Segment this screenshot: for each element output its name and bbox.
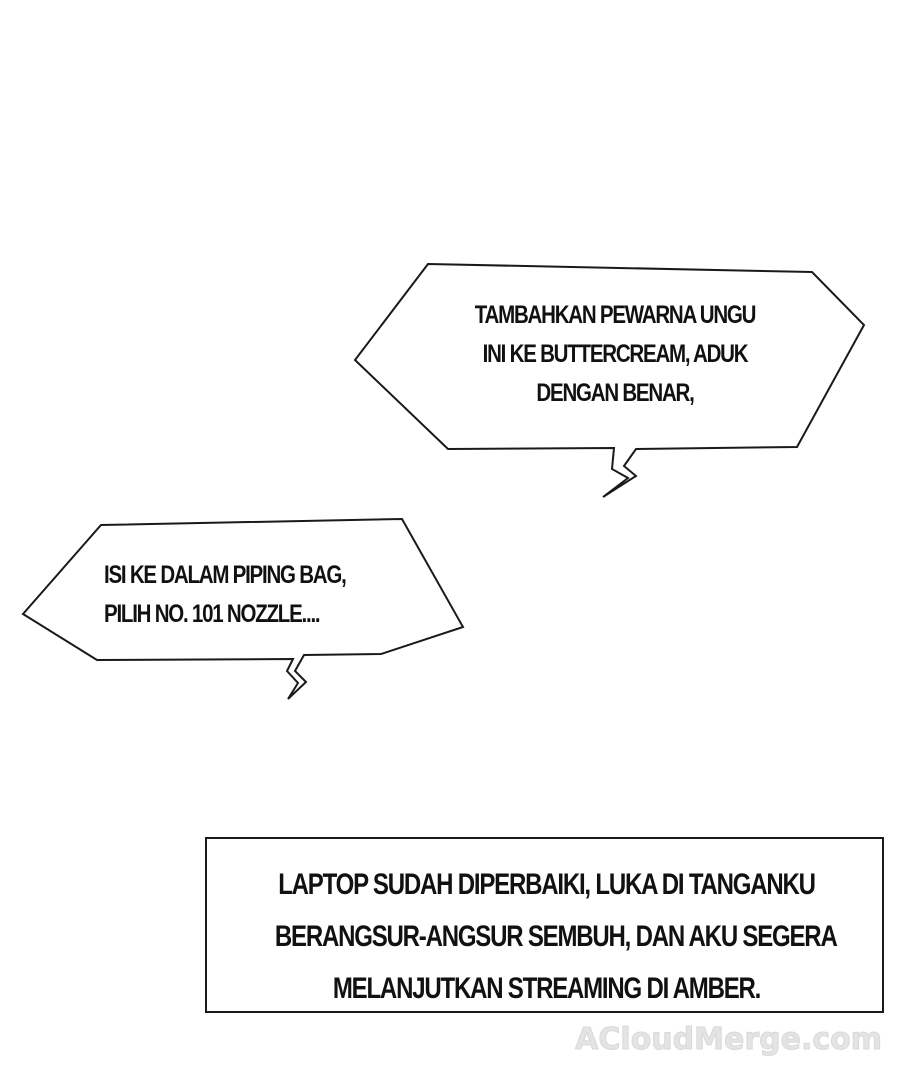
speech-bubble-2-text	[104, 556, 350, 634]
speech-bubble-2-line: PILIH NO. 101 NOZZLE....	[104, 600, 320, 628]
narration-line: BERANGSUR-ANGSUR SEMBUH, DAN AKU SEGERA	[274, 920, 837, 953]
watermark: ACloudMerge.com	[575, 1022, 882, 1057]
speech-bubble-2-line: ISI KE DALAM PIPING BAG,	[104, 561, 346, 589]
speech-bubble-1-line: INI KE BUTTERCREAM, ADUK	[482, 340, 748, 368]
speech-bubble-1-line: TAMBAHKAN PEWARNA UNGU	[474, 301, 756, 329]
narration-text	[274, 859, 837, 1015]
speech-bubble-1-text	[447, 296, 783, 413]
narration-line: MELANJUTKAN STREAMING DI AMBER.	[332, 972, 761, 1005]
narration-box	[205, 837, 884, 1013]
speech-bubble-1-line: DENGAN BENAR,	[536, 379, 694, 407]
narration-line: LAPTOP SUDAH DIPERBAIKI, LUKA DI TANGANKU	[278, 868, 815, 901]
